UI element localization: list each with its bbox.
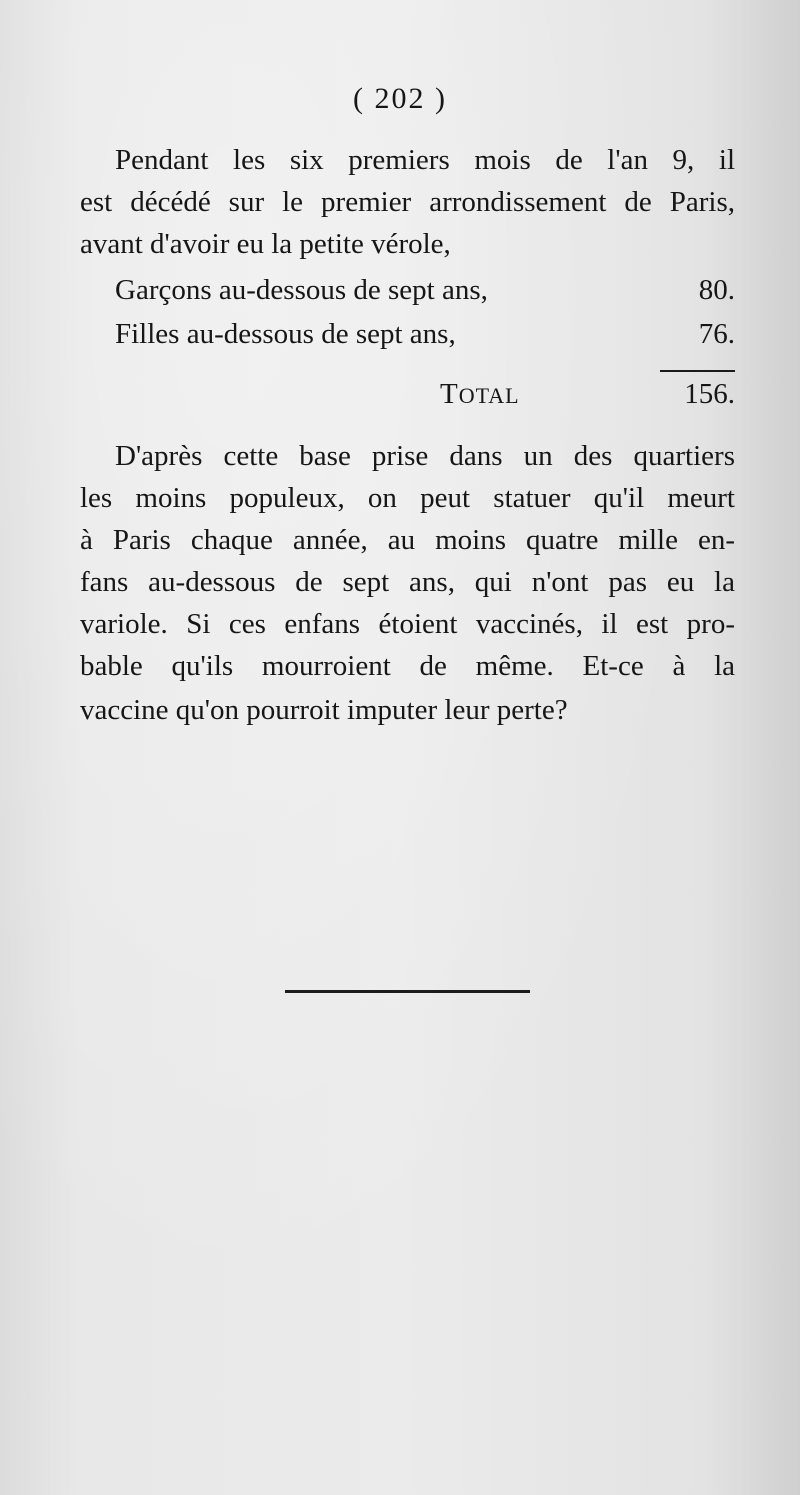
total-label-rest: OTAL [458,383,520,408]
end-rule [285,990,530,993]
paragraph2-line-4: fans au-dessous de sept ans, qui n'ont pas eu la [80,566,735,598]
paragraph2-line-1: D'après cette base prise dans un des quartiers [115,440,735,472]
total-label-initial: T [440,378,459,410]
row-label: Garçons au-dessous de sept ans, [115,274,488,306]
paragraph1-line-3: avant d'avoir eu la petite vérole, [80,228,451,260]
sum-rule [660,370,735,372]
paragraph2-line-3: à Paris chaque année, au moins quatre mille en- [80,524,735,556]
paragraph1-line-1: Pendant les six premiers mois de l'an 9, il [115,144,735,176]
paragraph2-line-6: bable qu'ils mourroient de même. Et-ce à la [80,650,735,682]
total-value: 156. [684,378,735,410]
paragraph2-line-7: vaccine qu'on pourroit imputer leur perte? [80,694,568,726]
paragraph2-line-5: variole. Si ces enfans étoient vaccinés, il est pro- [80,608,735,640]
row-label: Filles au-dessous de sept ans, [115,318,456,350]
row-value: 76. [698,318,735,350]
paragraph2-line-2: les moins populeux, on peut statuer qu'il meurt [80,482,735,514]
page-number: ( 202 ) [353,82,447,115]
row-value: 80. [698,274,735,306]
paragraph1-line-2: est décédé sur le premier arrondissement de Paris, [80,186,735,218]
total-label [440,374,520,416]
